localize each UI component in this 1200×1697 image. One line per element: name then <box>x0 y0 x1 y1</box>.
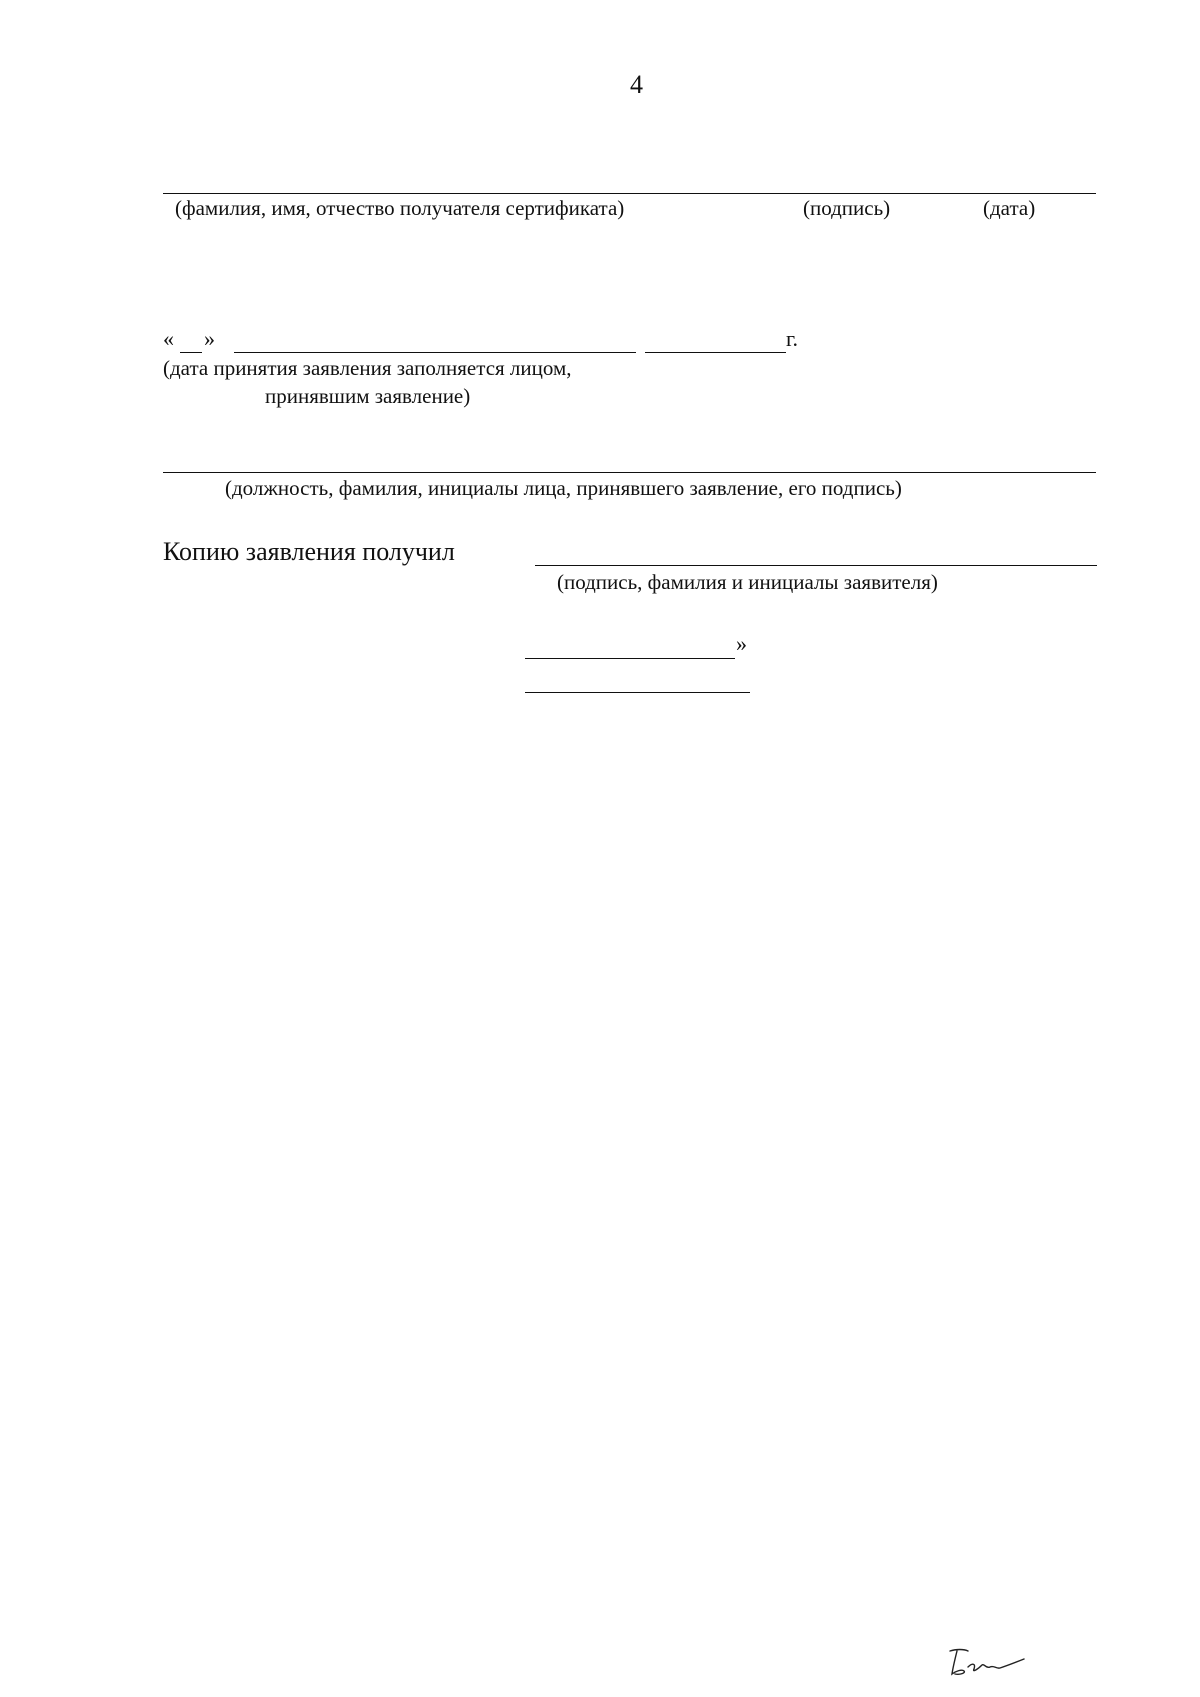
acceptance-year-suffix: г. <box>786 326 799 351</box>
recipient-date-caption: (дата) <box>983 196 1036 220</box>
acceptance-day-field <box>180 352 202 353</box>
acceptance-year-field <box>645 352 786 353</box>
recipient-signature-caption: (подпись) <box>803 196 891 220</box>
page-number: 4 <box>630 70 643 99</box>
copy-date-field <box>525 658 735 659</box>
acceptance-date-open-quote: « <box>163 326 174 351</box>
recipient-signature-line <box>163 193 1096 194</box>
applicant-signature-line <box>535 565 1097 566</box>
applicant-signature-caption: (подпись, фамилия и инициалы заявителя) <box>557 570 938 594</box>
acceptor-caption: (должность, фамилия, инициалы лица, принявшего заявление, его подпись) <box>225 476 902 500</box>
copy-year-field <box>525 692 750 693</box>
acceptance-date-caption-line1: (дата принятия заявления заполняется лицом, <box>163 356 572 380</box>
copy-received-label: Копию заявления получил <box>163 537 455 566</box>
acceptance-month-field <box>234 352 636 353</box>
copy-date-close-quote: » <box>736 631 747 656</box>
acceptor-signature-line <box>163 472 1096 473</box>
recipient-name-caption: (фамилия, имя, отчество получателя сертификата) <box>175 196 625 220</box>
acceptance-date-caption-line2: принявшим заявление) <box>265 384 471 408</box>
handwritten-signature-icon <box>944 1647 1028 1677</box>
acceptance-date-close-quote: » <box>204 326 215 351</box>
